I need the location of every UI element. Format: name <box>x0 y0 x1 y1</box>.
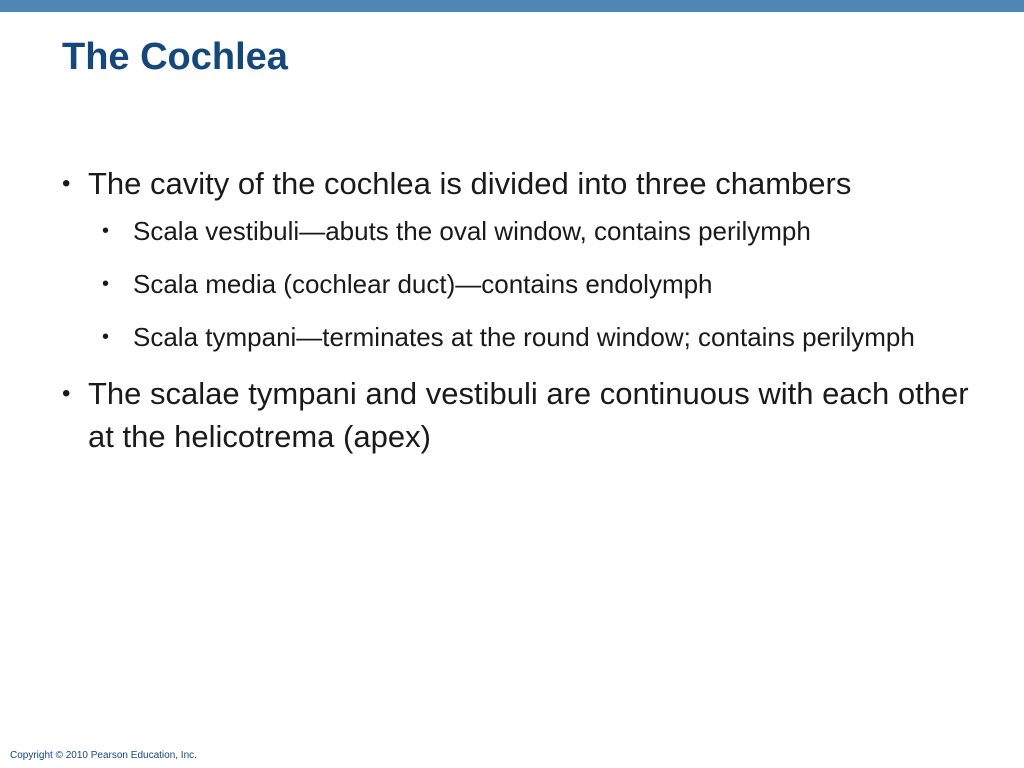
sub-bullet-text: Scala vestibuli—abuts the oval window, contains perilymph <box>133 216 811 246</box>
sub-bullet-list <box>60 213 980 356</box>
bullet-item <box>60 162 980 205</box>
sub-bullet-item <box>60 266 980 303</box>
sub-bullet-item <box>60 213 980 250</box>
copyright-footer: Copyright © 2010 Pearson Education, Inc. <box>10 750 197 761</box>
slide-content <box>60 162 980 458</box>
bullet-item <box>60 372 980 458</box>
sub-bullet-item <box>60 319 980 356</box>
sub-bullet-text: Scala tympani—terminates at the round window; contains perilymph <box>133 322 915 352</box>
slide-title: The Cochlea <box>62 36 288 78</box>
bullet-dot-icon: • <box>102 220 110 242</box>
bullet-text: The scalae tympani and vestibuli are continuous with each other at the helicotrema (apex) <box>88 376 969 454</box>
top-accent-bar <box>0 0 1024 12</box>
bullet-dot-icon: • <box>102 326 110 348</box>
bullet-dot-icon: • <box>62 380 71 407</box>
bullet-dot-icon: • <box>62 170 71 197</box>
sub-bullet-text: Scala media (cochlear duct)—contains endolymph <box>133 269 713 299</box>
bullet-text: The cavity of the cochlea is divided into three chambers <box>88 166 852 201</box>
bullet-dot-icon: • <box>102 273 110 295</box>
